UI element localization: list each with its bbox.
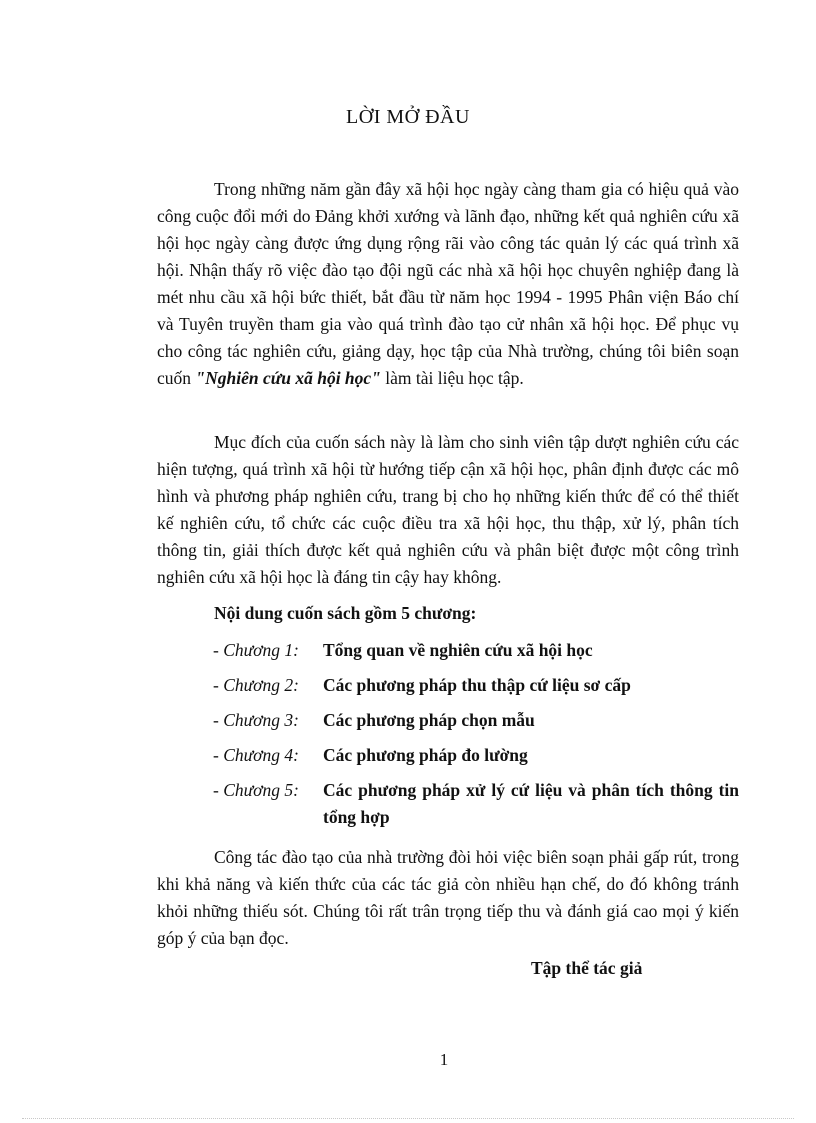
book-title: "Nghiên cứu xã hội học"	[195, 368, 381, 388]
chapter-dash: -	[213, 640, 224, 660]
page-number: 1	[439, 1050, 449, 1069]
chapter-title: Tổng quan về nghiên cứu xã hội học	[323, 640, 593, 660]
chapter-label: Chương 4:	[223, 745, 299, 765]
page-title: LỜI MỞ ĐẦU	[346, 106, 470, 128]
paragraph-intro-text: Trong những năm gần đây xã hội học ngày càng tham gia có hiệu quả vào công cuộc đổi mới do Đảng khởi xướng và lãnh đạo, những kết quả nghiên cứu xã hội học ngày càng được ứng dụng rộng rãi vào công tác quản lý các quá trình xã hội. Nhận thấy rõ việc đào tạo đội ngũ các nhà xã hội học chuyên nghiệp đang là mét nhu cầu xã hội bức thiết, bắt đầu từ năm học 1994 - 1995 Phân viện Báo chí và Tuyên truyền tham gia vào quá trình đào tạo cử nhân xã hội học. Để phục vụ cho công tác nghiên cứu, giảng dạy, học tập của Nhà trường, chúng tôi biên soạn cuốn	[157, 179, 739, 388]
chapter-label: Chương 5:	[223, 780, 299, 800]
chapter-dash: -	[213, 675, 224, 695]
contents-intro: Nội dung cuốn sách gồm 5 chương:	[214, 603, 477, 623]
paragraph-intro-tail: làm tài liệu học tập.	[385, 368, 524, 388]
chapter-label: Chương 3:	[223, 710, 299, 730]
signature: Tập thể tác giả	[531, 958, 643, 978]
chapter-title: Các phương pháp xử lý cứ liệu và phân tích thông tin tổng hợp	[323, 780, 739, 827]
chapter-title: Các phương pháp thu thập cứ liệu sơ cấp	[323, 675, 631, 695]
chapter-label: Chương 2:	[223, 675, 299, 695]
chapter-title: Các phương pháp chọn mẫu	[323, 710, 535, 730]
chapter-dash: -	[213, 710, 224, 730]
chapter-item	[213, 707, 739, 734]
chapter-item	[213, 742, 739, 769]
chapter-item	[213, 637, 739, 664]
chapter-label: Chương 1:	[223, 640, 299, 660]
paragraph-closing: Công tác đào tạo của nhà trường đòi hỏi việc biên soạn phải gấp rút, trong khi khả năng và kiến thức của các tác giả còn nhiều hạn chế, do đó không tránh khỏi những thiếu sót. Chúng tôi rất trân trọng tiếp thu và đánh giá cao mọi ý kiến góp ý của bạn đọc.	[157, 847, 739, 948]
page-bottom-divider	[22, 1118, 794, 1119]
chapter-title: Các phương pháp đo lường	[323, 745, 528, 765]
paragraph-purpose: Mục đích của cuốn sách này là làm cho sinh viên tập dượt nghiên cứu các hiện tượng, quá trình xã hội từ hướng tiếp cận xã hội học, phân định được các mô hình và phương pháp nghiên cứu, trang bị cho họ những kiến thức để có thể thiết kế nghiên cứu, tổ chức các cuộc điều tra xã hội học, thu thập, xử lý, phân tích thông tin, giải thích được kết quả nghiên cứu và phân biệt được một công trình nghiên cứu xã hội học là đáng tin cậy hay không.	[157, 432, 739, 587]
chapter-item	[213, 672, 739, 699]
chapter-dash: -	[213, 780, 224, 800]
paragraph-intro	[157, 176, 739, 392]
chapter-dash: -	[213, 745, 224, 765]
chapter-item	[213, 777, 739, 831]
